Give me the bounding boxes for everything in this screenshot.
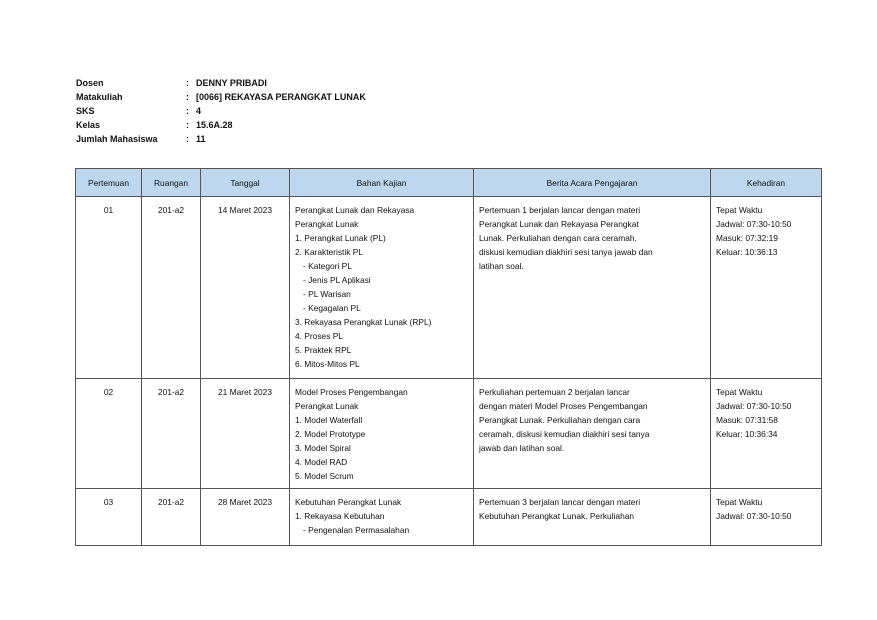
kehadiran-line: Tepat Waktu xyxy=(716,497,763,507)
berita-line: Perangkat Lunak. Perkuliahan dengan cara xyxy=(479,415,641,425)
bahan-item: 1. Model Waterfall xyxy=(295,415,363,425)
kehadiran-line: Jadwal: 07:30-10:50 xyxy=(716,511,792,521)
berita-line: dengan materi Model Proses Pengembangan xyxy=(479,401,648,411)
bahan-item: 3. Rekayasa Perangkat Lunak (RPL) xyxy=(295,317,432,327)
table-header-row xyxy=(76,169,822,197)
info-value: 4 xyxy=(196,106,202,116)
header-pertemuan: Pertemuan xyxy=(76,169,142,197)
bahan-item: Model Proses Pengembangan xyxy=(295,387,408,397)
info-colon: : xyxy=(186,92,189,102)
cell-tanggal: 28 Maret 2023 xyxy=(201,489,290,546)
kehadiran-line: Keluar: 10:36:13 xyxy=(716,247,778,257)
bahan-item: 3. Model Spiral xyxy=(295,443,351,453)
info-value: 15.6A.28 xyxy=(196,120,233,130)
cell-ruangan: 201-a2 xyxy=(142,489,201,546)
bahan-item: - Kegagalan PL xyxy=(303,303,361,313)
bahan-item: - PL Warisan xyxy=(303,289,351,299)
kehadiran-line: Masuk: 07:32:19 xyxy=(716,233,778,243)
bahan-item: Perangkat Lunak xyxy=(295,401,359,411)
bahan-item: Perangkat Lunak dan Rekayasa xyxy=(295,205,415,215)
info-row-dosen xyxy=(76,76,366,90)
berita-line: Pertemuan 3 berjalan lancar dengan materi xyxy=(479,497,641,507)
cell-kehadiran xyxy=(711,379,822,489)
berita-line: jawab dan latihan soal. xyxy=(479,443,565,453)
kehadiran-line: Tepat Waktu xyxy=(716,205,763,215)
info-row-sks xyxy=(76,104,366,118)
berita-line: Lunak. Perkuliahan dengan cara ceramah, xyxy=(479,233,637,243)
table-row xyxy=(76,379,822,489)
info-row-jumlah-mahasiswa xyxy=(76,132,366,146)
cell-kehadiran xyxy=(711,489,822,546)
header-tanggal: Tanggal xyxy=(201,169,290,197)
info-row-matakuliah xyxy=(76,90,366,104)
cell-pertemuan: 01 xyxy=(76,197,142,379)
info-row-kelas xyxy=(76,118,366,132)
bahan-item: 4. Model RAD xyxy=(295,457,348,467)
bahan-item: 1. Perangkat Lunak (PL) xyxy=(295,233,386,243)
berita-line: Pertemuan 1 berjalan lancar dengan materi xyxy=(479,205,641,215)
header-ruangan: Ruangan xyxy=(142,169,201,197)
kehadiran-line: Jadwal: 07:30-10:50 xyxy=(716,219,792,229)
bahan-item: Perangkat Lunak xyxy=(295,219,359,229)
cell-tanggal: 14 Maret 2023 xyxy=(201,197,290,379)
bahan-item: 1. Rekayasa Kebutuhan xyxy=(295,511,385,521)
cell-pertemuan: 02 xyxy=(76,379,142,489)
info-value: DENNY PRIBADI xyxy=(196,78,267,88)
kehadiran-line: Masuk: 07:31:58 xyxy=(716,415,778,425)
info-value: [0066] REKAYASA PERANGKAT LUNAK xyxy=(196,92,366,102)
info-colon: : xyxy=(186,120,189,130)
course-info xyxy=(76,76,366,146)
table-row xyxy=(76,489,822,546)
bahan-item: 5. Model Scrum xyxy=(295,471,354,481)
berita-line: Perangkat Lunak dan Rekayasa Perangkat xyxy=(479,219,639,229)
info-value: 11 xyxy=(196,134,206,144)
cell-berita-acara xyxy=(474,379,711,489)
bahan-item: - Pengenalan Permasalahan xyxy=(303,525,410,535)
bahan-item: - Jenis PL Aplikasi xyxy=(303,275,371,285)
cell-tanggal: 21 Maret 2023 xyxy=(201,379,290,489)
berita-line: latihan soal. xyxy=(479,261,524,271)
cell-kehadiran xyxy=(711,197,822,379)
bahan-item: 5. Praktek RPL xyxy=(295,345,352,355)
table-row xyxy=(76,197,822,379)
cell-bahan-kajian xyxy=(290,379,474,489)
kehadiran-line: Keluar: 10:36:34 xyxy=(716,429,778,439)
cell-bahan-kajian xyxy=(290,197,474,379)
info-colon: : xyxy=(186,78,189,88)
cell-bahan-kajian xyxy=(290,489,474,546)
berita-line: ceramah, diskusi kemudian diakhiri sesi tanya xyxy=(479,429,650,439)
bahan-item: Kebutuhan Perangkat Lunak xyxy=(295,497,402,507)
kehadiran-line: Tepat Waktu xyxy=(716,387,763,397)
header-bahan-kajian: Bahan Kajian xyxy=(290,169,474,197)
info-colon: : xyxy=(186,106,189,116)
attendance-table xyxy=(75,168,822,546)
kehadiran-line: Jadwal: 07:30-10:50 xyxy=(716,401,792,411)
cell-ruangan: 201-a2 xyxy=(142,197,201,379)
bahan-item: 2. Model Prototype xyxy=(295,429,366,439)
bahan-item: - Kategori PL xyxy=(303,261,352,271)
info-colon: : xyxy=(186,134,189,144)
berita-line: diskusi kemudian diakhiri sesi tanya jawab dan xyxy=(479,247,653,257)
bahan-item: 4. Proses PL xyxy=(295,331,343,341)
info-label: Jumlah Mahasiswa xyxy=(76,134,158,144)
berita-line: Perkuliahan pertemuan 2 berjalan lancar xyxy=(479,387,630,397)
bahan-item: 2. Karakteristik PL xyxy=(295,247,363,257)
cell-ruangan: 201-a2 xyxy=(142,379,201,489)
info-label: SKS xyxy=(76,106,95,116)
info-label: Dosen xyxy=(76,78,104,88)
info-label: Matakuliah xyxy=(76,92,123,102)
header-berita-acara: Berita Acara Pengajaran xyxy=(474,169,711,197)
info-label: Kelas xyxy=(76,120,101,130)
berita-line: Kebutuhan Perangkat Lunak. Perkuliahan xyxy=(479,511,635,521)
bahan-item: 6. Mitos-Mitos PL xyxy=(295,359,360,369)
cell-berita-acara xyxy=(474,489,711,546)
header-kehadiran: Kehadiran xyxy=(711,169,822,197)
cell-berita-acara xyxy=(474,197,711,379)
cell-pertemuan: 03 xyxy=(76,489,142,546)
